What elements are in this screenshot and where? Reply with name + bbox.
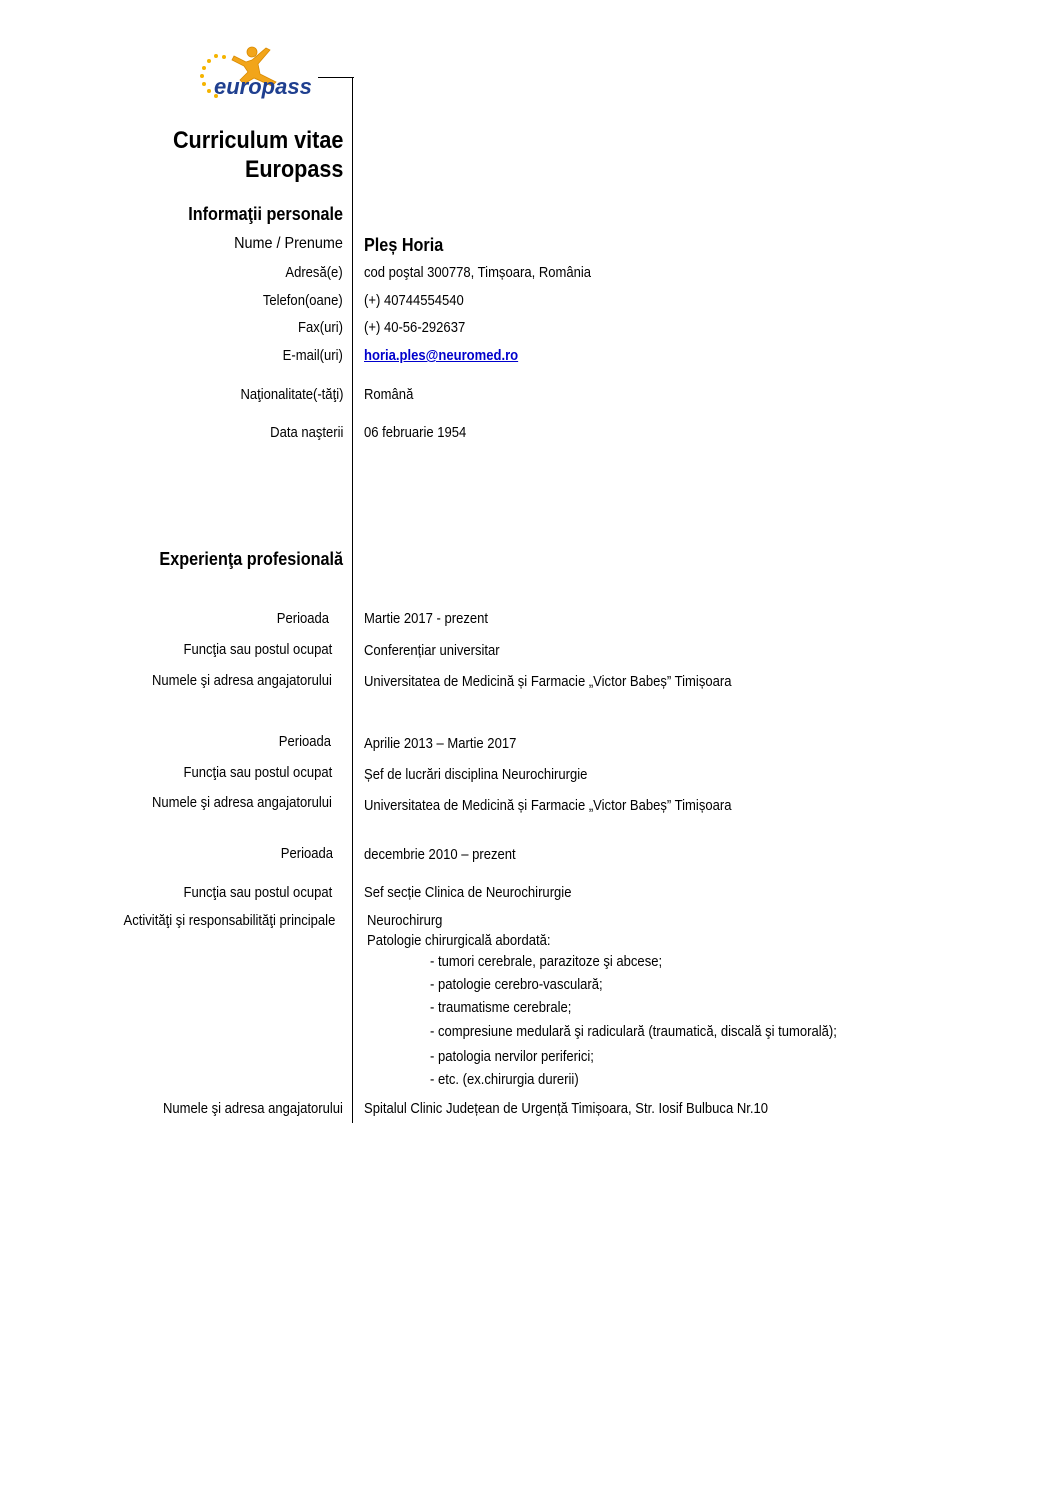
job1-period-label: Perioada [276, 611, 329, 627]
activity-item: - patologia nervilor periferici; [430, 1049, 594, 1065]
job2-function-label: Funcţia sau postul ocupat [183, 765, 332, 781]
job3-function-value: Sef secție Clinica de Neurochirurgie [364, 885, 572, 901]
job3-function-label: Funcţia sau postul ocupat [183, 885, 332, 901]
name-label: Nume / Prenume [234, 235, 343, 252]
job3-period-value: decembrie 2010 – prezent [364, 847, 516, 863]
cv-title-line1: Curriculum vitae [172, 127, 343, 154]
activity-item: - patologie cerebro-vasculară; [430, 977, 603, 993]
job2-employer-label: Numele şi adresa angajatorului [152, 795, 332, 811]
nationality-label: Naţionalitate(-tăţi) [240, 387, 343, 403]
activity-item: - tumori cerebrale, parazitoze şi abcese; [430, 954, 663, 970]
job1-function-value: Conferențiar universitar [364, 643, 500, 659]
section-experience-heading: Experienţa profesională [159, 549, 343, 569]
birth-value: 06 februarie 1954 [364, 425, 467, 441]
job3-activities-line1: Neurochirurg [367, 913, 443, 929]
header-rule [318, 77, 354, 78]
job1-employer-label: Numele şi adresa angajatorului [152, 673, 332, 689]
phone-value: (+) 40744554540 [364, 293, 464, 309]
job2-period-label: Perioada [278, 734, 331, 750]
cv-title-line2: Europass [244, 156, 343, 183]
job3-employer-label: Numele şi adresa angajatorului [163, 1101, 343, 1117]
job2-function-value: Șef de lucrări disciplina Neurochirurgie [364, 767, 588, 783]
fax-value: (+) 40-56-292637 [364, 320, 466, 336]
email-link[interactable]: horia.ples@neuromed.ro [364, 348, 519, 364]
email-label: E-mail(uri) [282, 348, 343, 364]
activity-item: - compresiune medulară şi radiculară (traumatică, discală şi tumorală); [430, 1024, 837, 1040]
birth-label: Data naşterii [269, 425, 343, 441]
section-personal-heading: Informaţii personale [188, 204, 343, 224]
fax-label: Fax(uri) [298, 320, 343, 336]
job1-employer-value: Universitatea de Medicină și Farmacie „Victor Babeș” Timișoara [364, 674, 732, 690]
job3-period-label: Perioada [280, 846, 333, 862]
job2-employer-value: Universitatea de Medicină și Farmacie „Victor Babeș” Timișoara [364, 798, 732, 814]
job2-period-value: Aprilie 2013 – Martie 2017 [364, 736, 517, 752]
address-value: cod poştal 300778, Timșoara, România [364, 265, 592, 281]
job3-employer-value: Spitalul Clinic Județean de Urgență Timișoara, Str. Iosif Bulbuca Nr.10 [364, 1101, 769, 1117]
name-value: Pleș Horia [364, 235, 444, 255]
activity-item: - etc. (ex.chirurgia durerii) [430, 1072, 579, 1088]
europass-logo [194, 40, 319, 106]
job1-function-label: Funcţia sau postul ocupat [183, 642, 332, 658]
job3-activities-line2: Patologie chirurgicală abordată: [367, 933, 551, 949]
logo-text: europass [214, 74, 312, 99]
job1-period-value: Martie 2017 - prezent [364, 611, 489, 627]
activity-item: - traumatisme cerebrale; [430, 1000, 572, 1016]
job3-activities-label: Activităţi şi responsabilităţi principale [123, 913, 335, 929]
address-label: Adresă(e) [285, 265, 343, 281]
phone-label: Telefon(oane) [263, 293, 343, 309]
nationality-value: Română [364, 387, 414, 403]
column-divider [352, 77, 353, 1123]
